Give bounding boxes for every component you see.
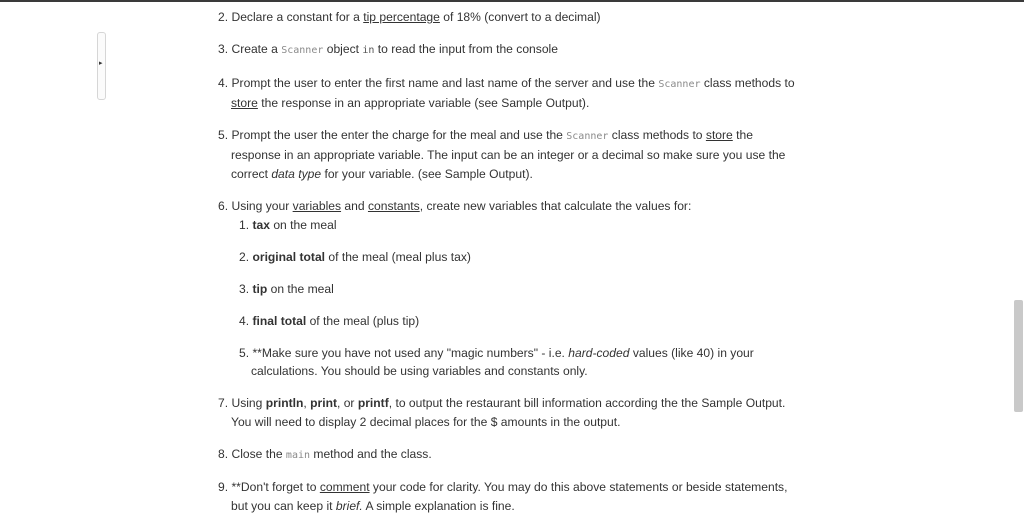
sub-step-final-total: 4. final total of the meal (plus tip)	[239, 314, 420, 328]
scrollbar-thumb[interactable]	[1014, 300, 1023, 412]
step-2: 2. Declare a constant for a tip percentage of 18% (convert to a decimal)	[218, 10, 601, 24]
step-5-line-3: correct data type for your variable. (see Sample Output).	[231, 167, 533, 181]
code-scanner: Scanner	[658, 79, 701, 90]
code-main: main	[285, 450, 311, 461]
step-7: 7. Using println, print, or printf, to output the restaurant bill information according the the Sample Output.	[218, 396, 786, 410]
step-3: 3. Create a Scanner object in to read the input from the console	[218, 42, 558, 56]
step-7-line-2: You will need to display 2 decimal places for the $ amounts in the output.	[231, 415, 621, 429]
step-9: 9. **Don't forget to comment your code for clarity. You may do this above statements or beside statements,	[218, 480, 788, 494]
step-4: 4. Prompt the user to enter the first name and last name of the server and use the Scanner class methods to	[218, 76, 795, 90]
step-5-line-2: response in an appropriate variable. The input can be an integer or a decimal so make sure you use the	[231, 148, 786, 162]
store-link[interactable]: store	[705, 128, 733, 142]
sub-step-magic-numbers: 5. **Make sure you have not used any "magic numbers" - i.e. hard-coded values (like 40) in your	[239, 346, 754, 360]
step-9-line-2: but you can keep it brief. A simple explanation is fine.	[231, 499, 515, 513]
comment-link[interactable]: comment	[319, 480, 370, 494]
code-scanner: Scanner	[281, 45, 324, 56]
code-scanner: Scanner	[566, 131, 609, 142]
step-8: 8. Close the main method and the class.	[218, 447, 432, 461]
sub-step-tax: 1. tax on the meal	[239, 218, 337, 232]
tip-percentage-link[interactable]: tip percentage	[363, 10, 440, 24]
step-5: 5. Prompt the user the enter the charge for the meal and use the Scanner class methods to store the	[218, 128, 753, 142]
variables-link[interactable]: variables	[292, 199, 342, 213]
chevron-right-icon: ▸	[99, 60, 103, 67]
sub-step-original-total: 2. original total of the meal (meal plus tax)	[239, 250, 471, 264]
step-6: 6. Using your variables and constants, create new variables that calculate the values for:	[218, 199, 692, 213]
step-4-continued: store the response in an appropriate variable (see Sample Output).	[231, 96, 590, 110]
vertical-scrollbar[interactable]	[1012, 2, 1024, 529]
sub-step-tip: 3. tip on the meal	[239, 282, 334, 296]
code-in: in	[362, 45, 375, 56]
sub-step-magic-numbers-line-2: calculations. You should be using variables and constants only.	[251, 364, 588, 378]
constants-link[interactable]: constants	[367, 199, 420, 213]
store-link[interactable]: store	[231, 96, 258, 110]
